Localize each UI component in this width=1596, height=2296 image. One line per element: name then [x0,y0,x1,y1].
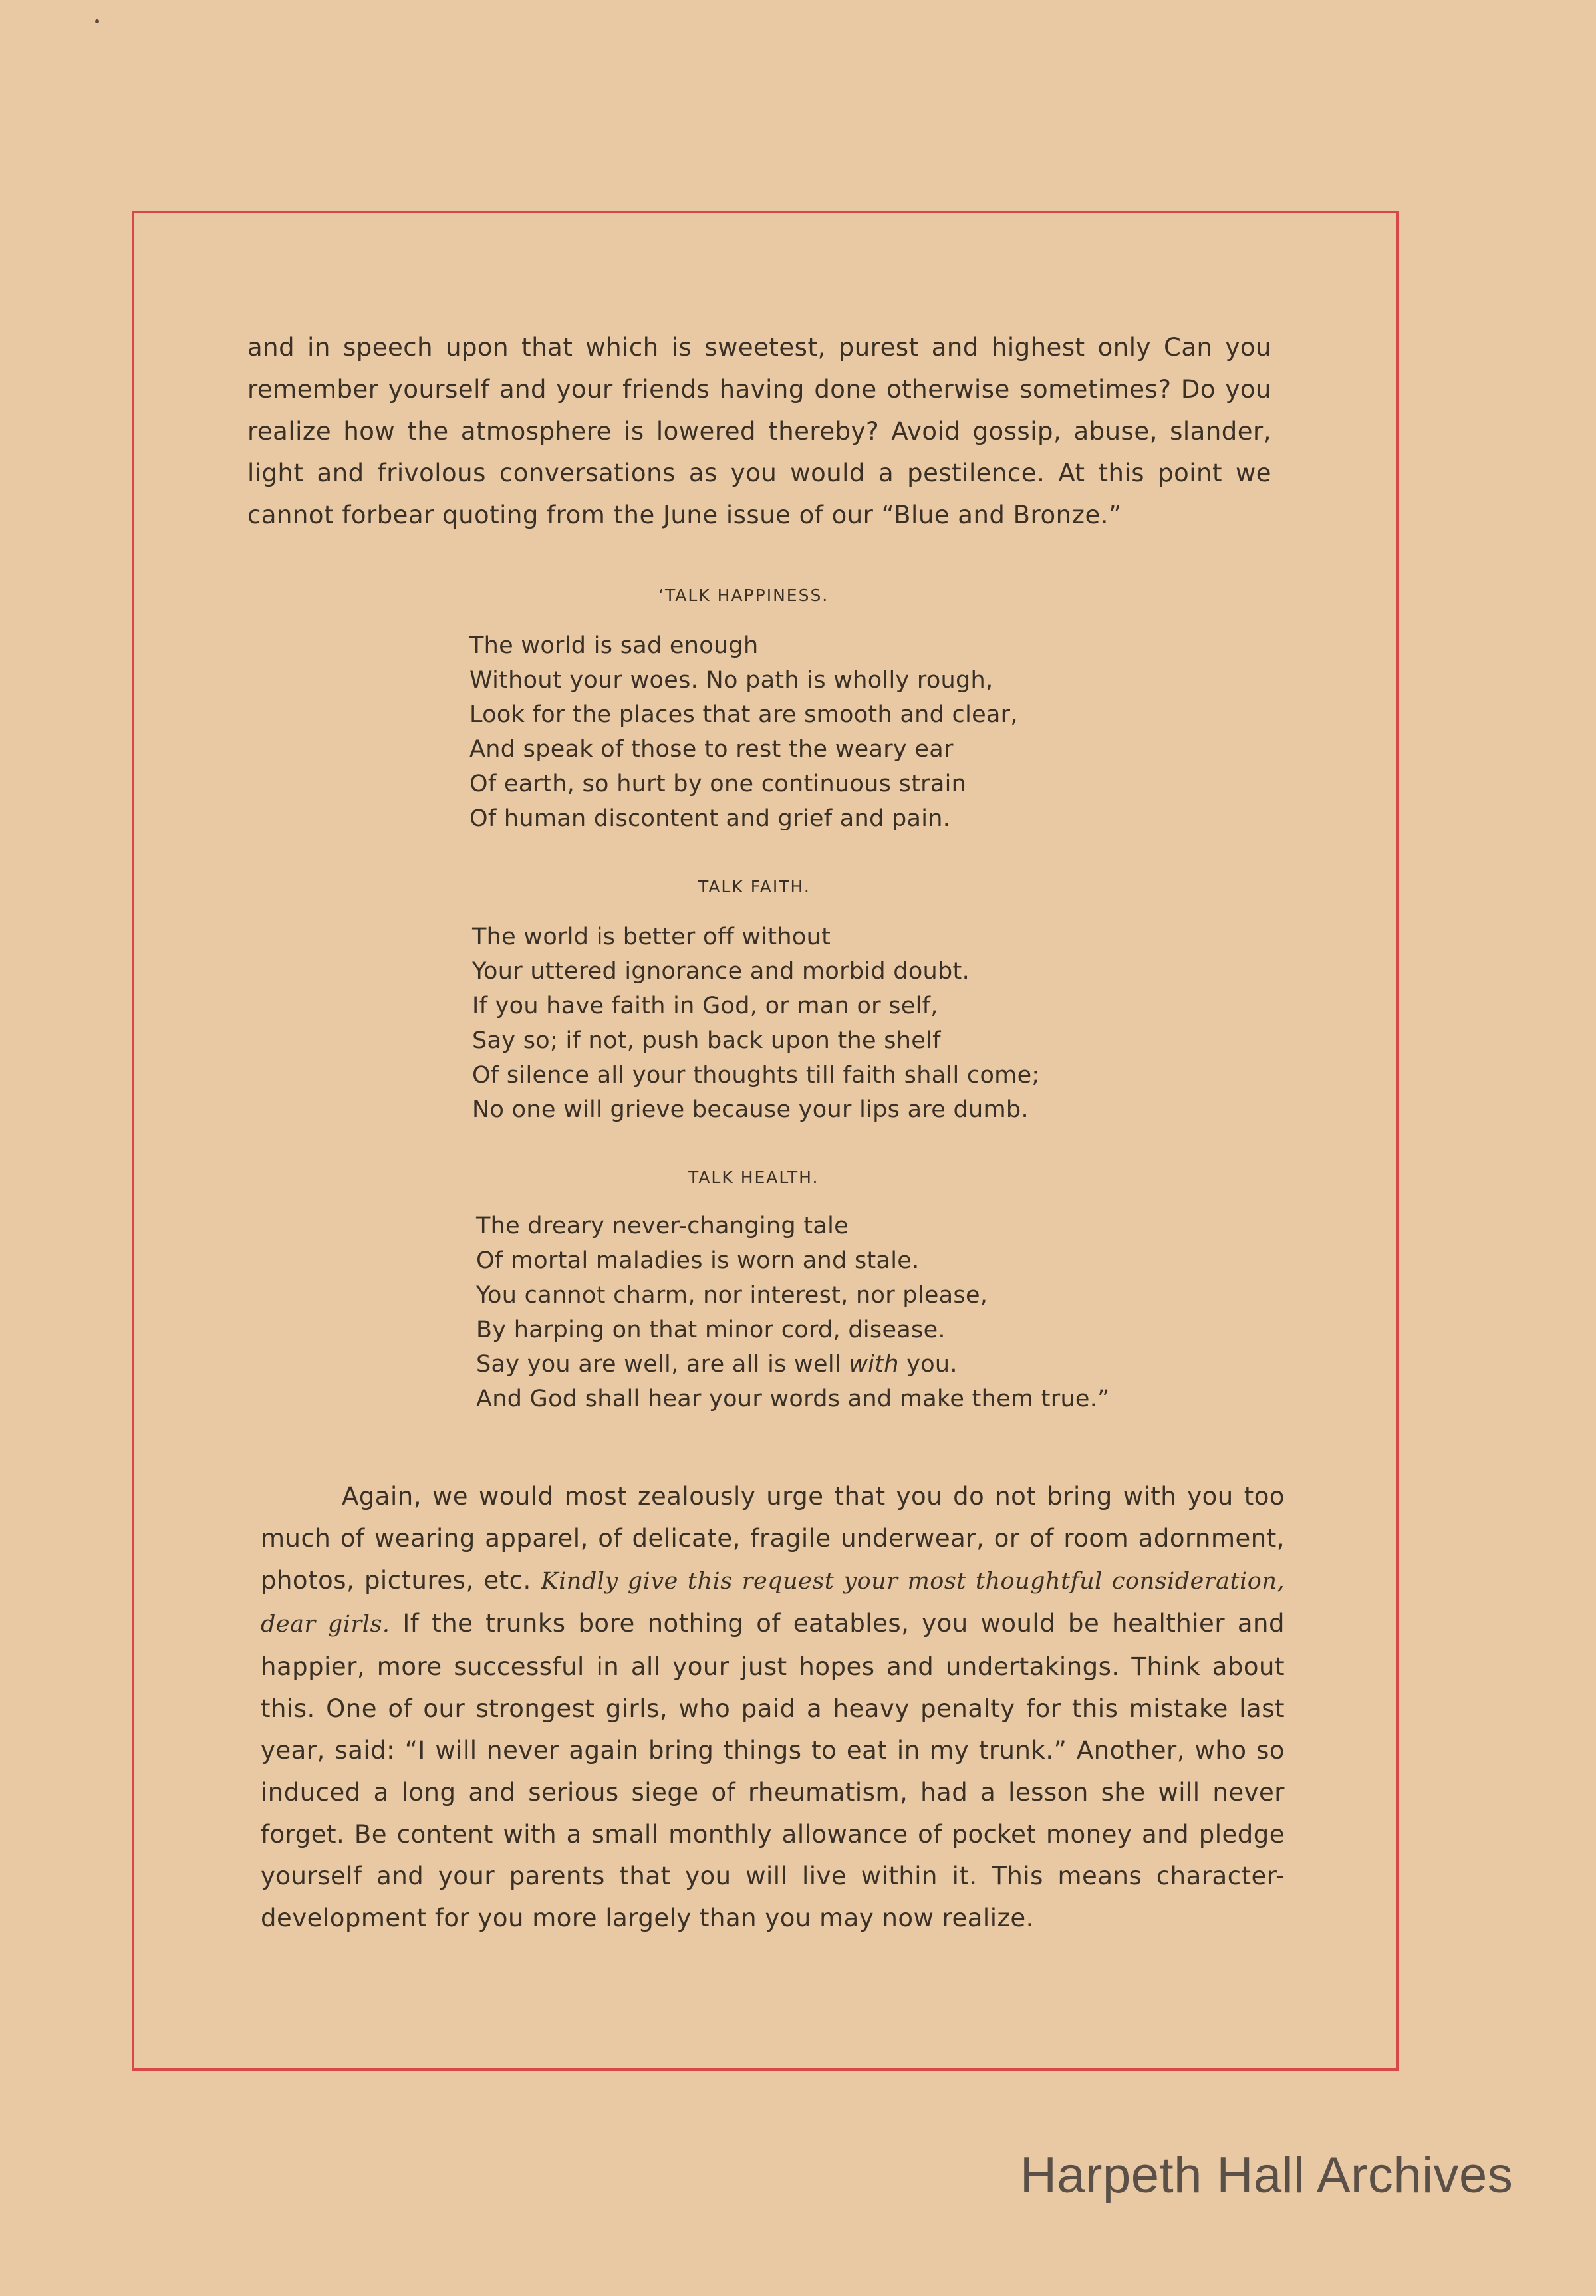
poem-line: And speak of those to rest the weary ear [469,736,954,763]
poem-line: The world is sad enough [469,632,759,659]
poem-line: The world is better off without [472,924,831,950]
poem-line: And God shall hear your words and make them true.” [476,1386,1110,1412]
poem-line: Say so; if not, push back upon the shelf [472,1027,941,1054]
closing-paragraph [261,1475,1285,1939]
stanza-heading-happiness: ‘TALK HAPPINESS. [658,586,829,605]
poem-line: If you have faith in God, or man or self, [472,993,938,1019]
stanza-happiness [469,628,1018,836]
poem-line: No one will grieve because your lips are dumb. [472,1096,1029,1123]
stanza-heading-faith: TALK FAITH. [698,877,811,896]
poem-line: Without your woes. No path is wholly rough, [469,667,994,694]
paper-speck [95,19,99,23]
closing-italic-request: Kindly give this request your most thoughtful consideration, dear girls. [261,1568,1285,1638]
intro-paragraph: and in speech upon that which is sweetest, purest and highest only Can you remember yourself and your friends having done otherwise sometimes? Do you realize how the atmosphere is lowered thereby? Avoid gossip, abuse, slander, light and frivolous conversations as you would a pestilence. At this point we cannot forbear quoting from the June issue of our “Blue and Bronze.” [247,333,1271,529]
poem-line: Of mortal maladies is worn and stale. [476,1247,920,1274]
poem-line: By harping on that minor cord, disease. [476,1317,946,1343]
closing-text-start: Again, we would most zealously urge that you do not bring with you too much of wearing apparel, of delicate, fragile underwear, or of room adornment, photos, pictures, etc. [261,1482,1285,1594]
archive-watermark: Harpeth Hall Archives [1020,2147,1514,2204]
poem-line: Look for the places that are smooth and clear, [469,702,1018,728]
poem-line: Of human discontent and grief and pain. [469,805,951,832]
poem-line: Your uttered ignorance and morbid doubt. [472,958,970,985]
poem-line: The dreary never-changing tale [476,1213,849,1239]
poem-italic-word: with [849,1351,899,1378]
poem-line: Of silence all your thoughts till faith shall come; [472,1062,1040,1088]
stanza-faith [472,920,1040,1127]
stanza-health [476,1209,1110,1416]
poem-line-text: Say you are well, are all is well [476,1351,841,1378]
poem-line: You cannot charm, nor interest, nor please, [476,1282,988,1309]
stanza-heading-health: TALK HEALTH. [688,1168,819,1187]
closing-text-end: If the trunks bore nothing of eatables, you would be healthier and happier, more successful in all your just hopes and undertakings. Think about this. One of our strongest girls, who paid a heavy penalty for this mistake last year, said: “I will never again bring things to eat in my trunk.” Another, who so induced a long and serious siege of rheumatism, had a lesson she will never forget. Be content with a small monthly allowance of pocket money and pledge yourself and your parents that you will live within it. This means character-development for you more largely than you may now realize. [261,1609,1285,1932]
poem-line: Of earth, so hurt by one continuous strain [469,771,967,797]
poem-line-end: you. [898,1351,958,1378]
poem-line [476,1347,1110,1382]
